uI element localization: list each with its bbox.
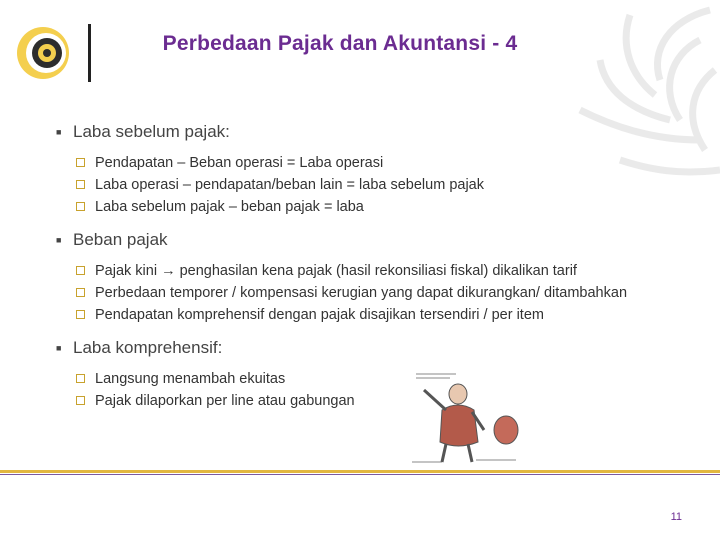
hollow-square-bullet-icon xyxy=(76,288,85,297)
list-item: Pajak kini → penghasilan kena pajak (hasil rekonsiliasi fiskal) dikalikan tarif xyxy=(76,260,696,282)
square-bullet-icon: ■ xyxy=(56,343,62,353)
hollow-square-bullet-icon xyxy=(76,374,85,383)
hollow-square-bullet-icon xyxy=(76,158,85,167)
section-heading-text: Beban pajak xyxy=(73,230,168,249)
list-item: Langsung menambah ekuitas xyxy=(76,368,696,390)
list-item: Pendapatan komprehensif dengan pajak disajikan tersendiri / per item xyxy=(76,304,696,326)
square-bullet-icon: ■ xyxy=(56,235,62,245)
section-heading-text: Laba komprehensif: xyxy=(73,338,223,357)
hollow-square-bullet-icon xyxy=(76,180,85,189)
list-item: Perbedaan temporer / kompensasi kerugian yang dapat dikurangkan/ ditambahkan xyxy=(76,282,696,304)
list-item: Laba sebelum pajak – beban pajak = laba xyxy=(76,196,696,218)
university-logo xyxy=(14,24,72,82)
list-item: Laba operasi – pendapatan/beban lain = laba sebelum pajak xyxy=(76,174,696,196)
slide-content xyxy=(56,120,696,422)
list-item: Pajak dilaporkan per line atau gabungan xyxy=(76,390,696,412)
footer-rule xyxy=(0,470,720,473)
cartoon-illustration xyxy=(406,370,536,466)
square-bullet-icon: ■ xyxy=(56,127,62,137)
hollow-square-bullet-icon xyxy=(76,202,85,211)
section-heading xyxy=(56,228,696,252)
hollow-square-bullet-icon xyxy=(76,396,85,405)
slide-title: Perbedaan Pajak dan Akuntansi - 4 xyxy=(162,32,518,55)
hollow-square-bullet-icon xyxy=(76,310,85,319)
section-items xyxy=(76,368,696,412)
hollow-square-bullet-icon xyxy=(76,266,85,275)
footer-rule-thin xyxy=(0,474,720,475)
section-items xyxy=(76,260,696,326)
section-heading xyxy=(56,120,696,144)
page-number: 11 xyxy=(670,511,682,523)
section-heading xyxy=(56,336,696,360)
section-heading-text: Laba sebelum pajak: xyxy=(73,122,230,141)
list-item: Pendapatan – Beban operasi = Laba operasi xyxy=(76,152,696,174)
section-items xyxy=(76,152,696,218)
